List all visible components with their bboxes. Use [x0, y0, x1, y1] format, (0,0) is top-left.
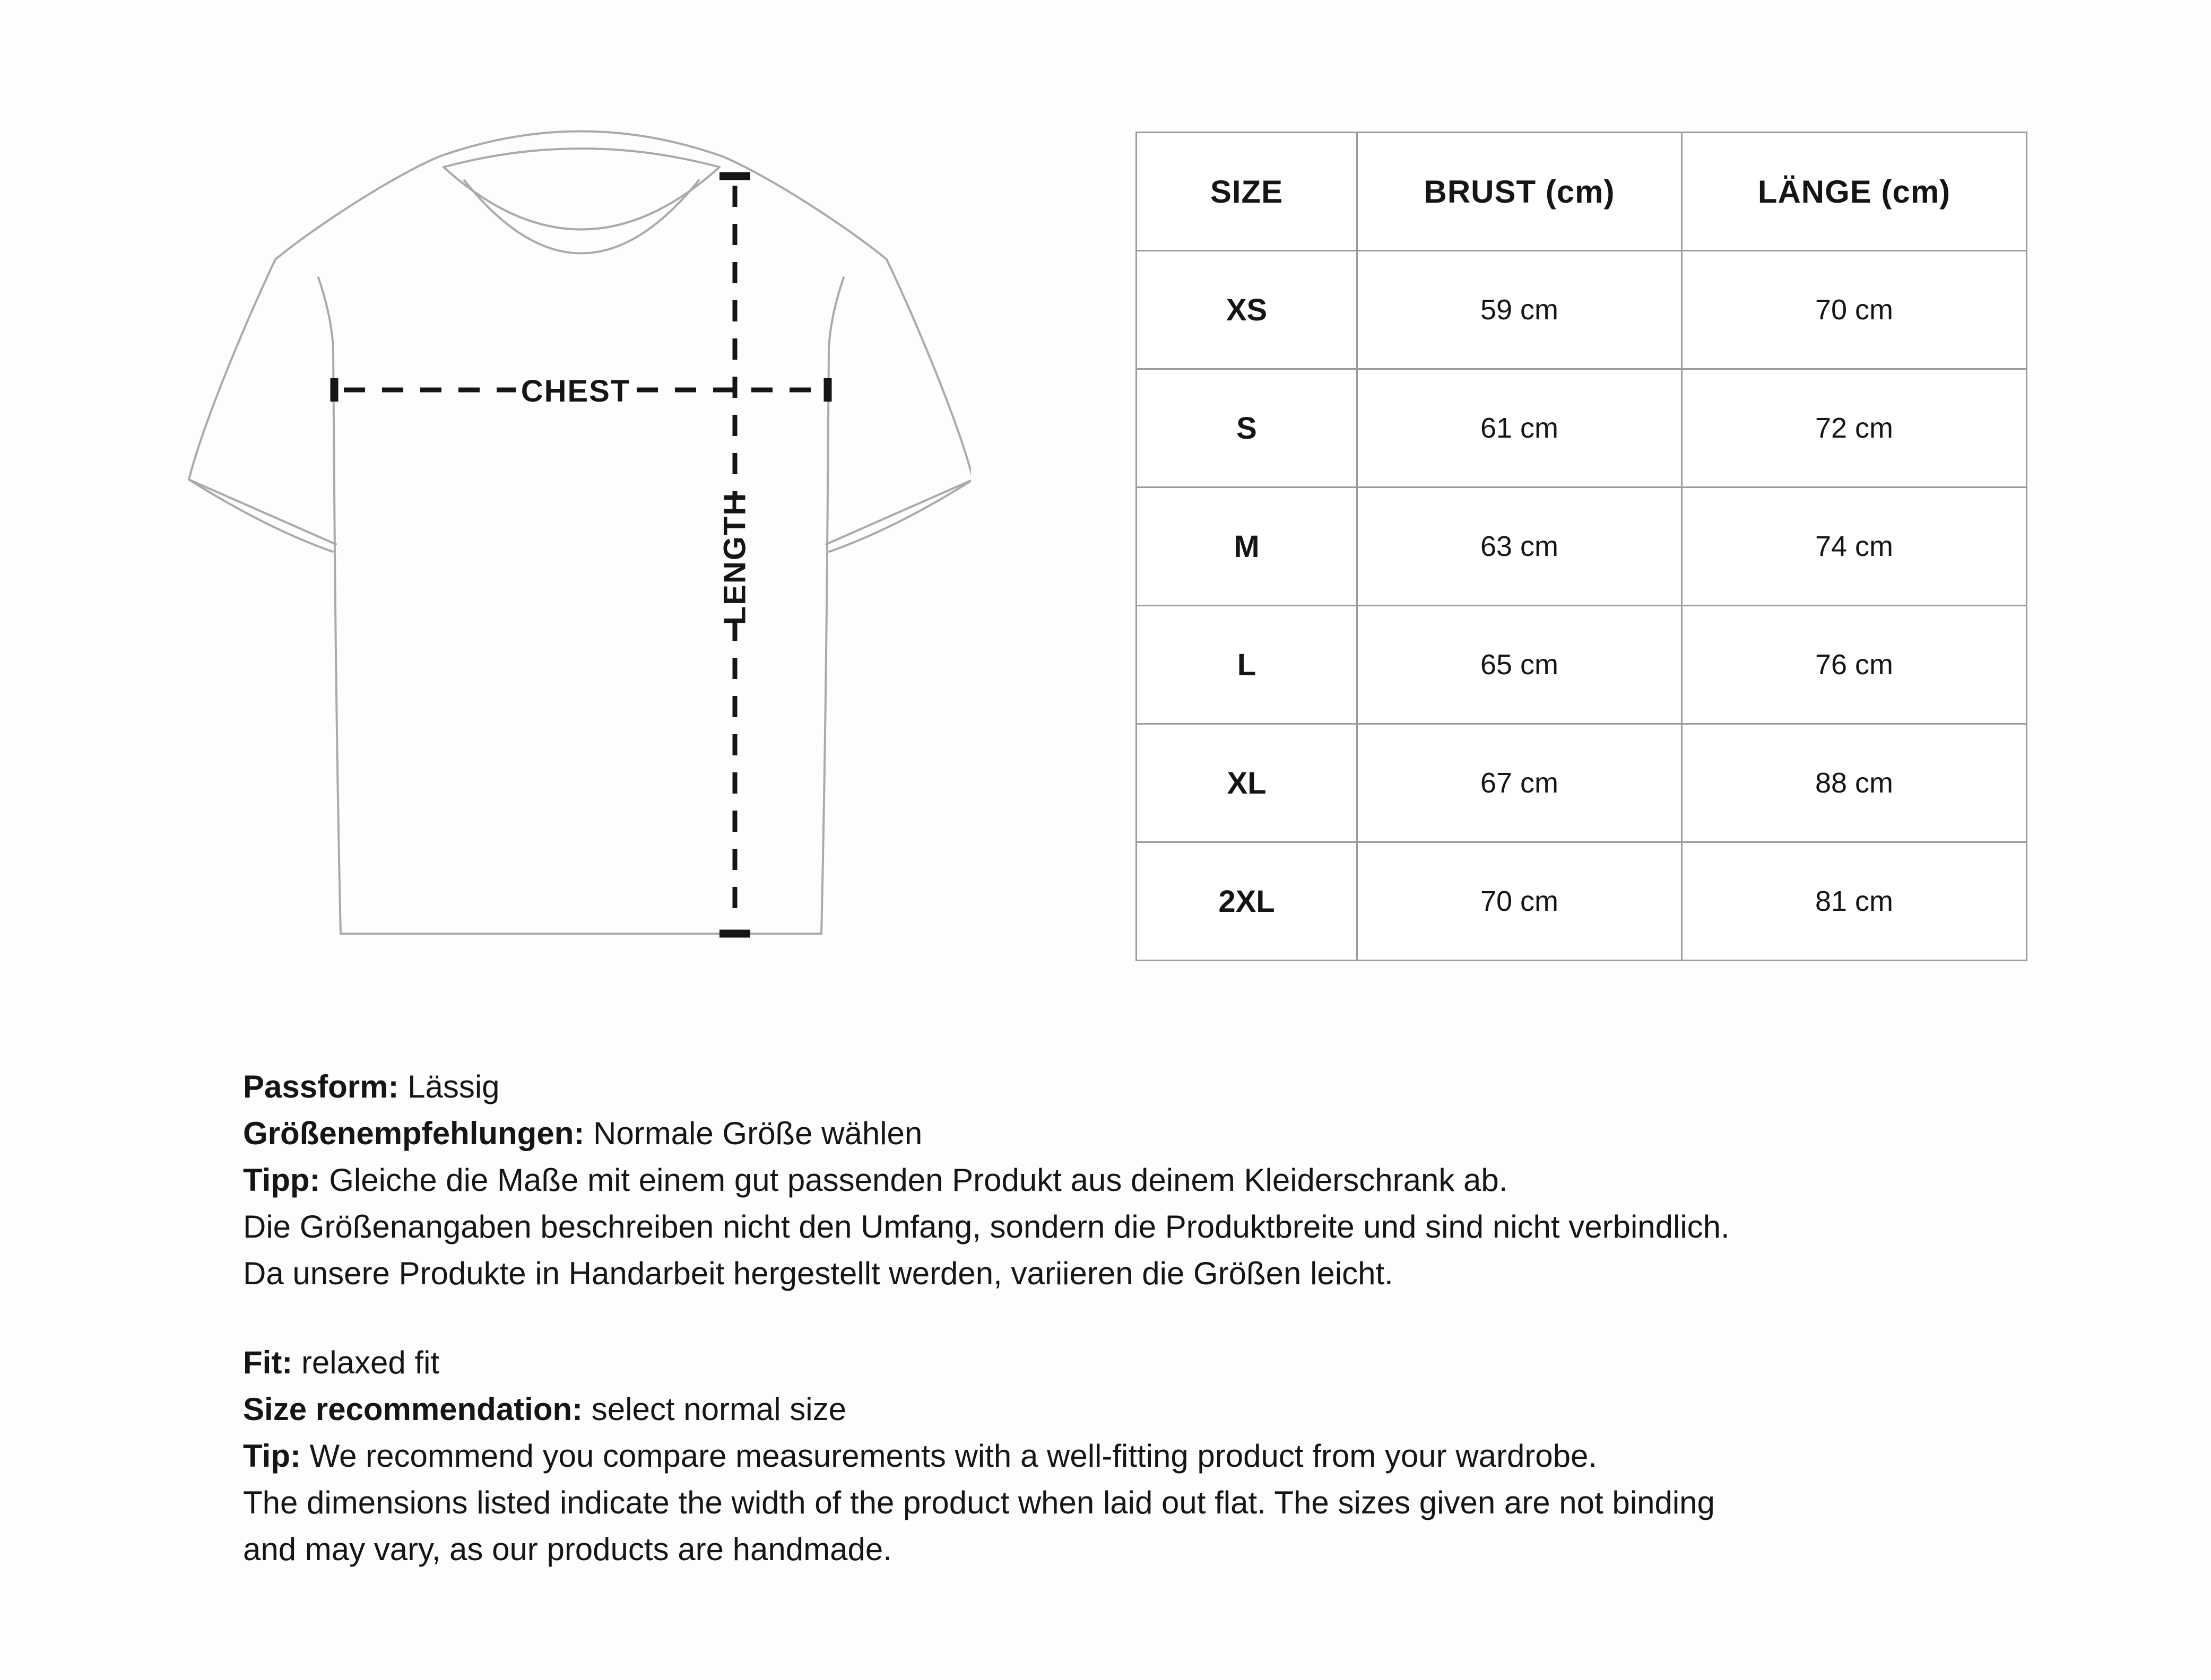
col-header-chest: BRUST (cm): [1357, 133, 1682, 251]
chest-value: 63 cm: [1357, 488, 1682, 606]
tip-line: [243, 1433, 2047, 1479]
length-label: LENGTH: [717, 492, 752, 625]
fit-text: relaxed fit: [292, 1345, 440, 1380]
size-recommendation-label: Size recommendation:: [243, 1391, 583, 1427]
length-value: 70 cm: [1682, 251, 2027, 369]
right-sleeve-cuff-edge: [826, 480, 971, 544]
chest-value: 61 cm: [1357, 369, 1682, 488]
collar-back-bottom-curve: [444, 149, 719, 167]
size-value: L: [1137, 606, 1357, 724]
table-row-xs: [1137, 251, 2027, 369]
tshirt-measurement-diagram: [58, 117, 971, 987]
groessenempfehlung-text: Normale Größe wählen: [584, 1116, 923, 1151]
size-value: 2XL: [1137, 842, 1357, 961]
size-value: XL: [1137, 724, 1357, 842]
chest-label: CHEST: [521, 374, 631, 408]
tipp-label: Tipp:: [243, 1162, 320, 1198]
size-recommendation-line: [243, 1386, 2047, 1433]
table-row-xl: [1137, 724, 2027, 842]
chest-value: 65 cm: [1357, 606, 1682, 724]
fit-label: Fit:: [243, 1345, 293, 1380]
left-shoulder-seam: [275, 156, 439, 259]
groessenempfehlung-line: [243, 1110, 2047, 1157]
size-table-header-row: [1137, 133, 2027, 251]
col-header-size: SIZE: [1137, 133, 1357, 251]
collar-back-top-curve: [439, 132, 723, 157]
chest-value: 70 cm: [1357, 842, 1682, 961]
length-value: 76 cm: [1682, 606, 2027, 724]
length-value: 88 cm: [1682, 724, 2027, 842]
col-header-length: LÄNGE (cm): [1682, 133, 2027, 251]
length-value: 72 cm: [1682, 369, 2027, 488]
table-row-2xl: [1137, 842, 2027, 961]
fit-info-text: [243, 1064, 2047, 1573]
length-value: 81 cm: [1682, 842, 2027, 961]
size-table: [1135, 132, 2027, 961]
tipp-text: Gleiche die Maße mit einem gut passenden Produkt aus deinem Kleiderschrank ab.: [320, 1162, 1508, 1198]
tip-label: Tip:: [243, 1438, 301, 1474]
size-value: S: [1137, 369, 1357, 488]
length-dimension-line: [718, 176, 752, 934]
en-note-line-1: The dimensions listed indicate the width of the product when laid out flat. The sizes given are not binding: [243, 1485, 1715, 1520]
table-row-m: [1137, 488, 2027, 606]
table-row-s: [1137, 369, 2027, 488]
table-row-l: [1137, 606, 2027, 724]
chest-dimension-line: [334, 374, 828, 408]
chest-value: 59 cm: [1357, 251, 1682, 369]
size-value: M: [1137, 488, 1357, 606]
de-note-line-2: Da unsere Produkte in Handarbeit hergestellt werden, variieren die Größen leicht.: [243, 1256, 1393, 1291]
tshirt-outline: [189, 132, 971, 934]
de-note-line-1: Die Größenangaben beschreiben nicht den Umfang, sondern die Produktbreite und sind nicht verbindlich.: [243, 1209, 1730, 1244]
tipp-line: [243, 1157, 2047, 1204]
fit-info-german: [243, 1064, 2047, 1297]
passform-label: Passform:: [243, 1069, 399, 1104]
size-value: XS: [1137, 251, 1357, 369]
size-recommendation-text: select normal size: [583, 1391, 846, 1427]
groessenempfehlung-label: Größenempfehlungen:: [243, 1116, 585, 1151]
fit-info-english: [243, 1339, 2047, 1573]
en-note-line-2: and may vary, as our products are handmade.: [243, 1531, 892, 1567]
right-sleeve-outer-edge: [887, 259, 971, 480]
left-armhole-and-body-side: [318, 277, 341, 934]
passform-line: [243, 1064, 2047, 1110]
length-value: 74 cm: [1682, 488, 2027, 606]
left-sleeve-cuff-fold: [189, 480, 333, 552]
right-armhole-and-body-side: [821, 277, 844, 934]
tip-text: We recommend you compare measurements with a well-fitting product from your wardrobe.: [300, 1438, 1598, 1474]
collar-front-inner-curve: [464, 180, 699, 254]
tshirt-diagram-svg: [58, 117, 971, 987]
passform-text: Lässig: [398, 1069, 500, 1104]
fit-line: [243, 1339, 2047, 1386]
right-shoulder-seam: [723, 156, 887, 259]
left-sleeve-outer-edge: [189, 259, 275, 480]
chest-value: 67 cm: [1357, 724, 1682, 842]
left-sleeve-cuff-edge: [189, 480, 336, 544]
collar-front-outer-curve: [444, 167, 719, 230]
